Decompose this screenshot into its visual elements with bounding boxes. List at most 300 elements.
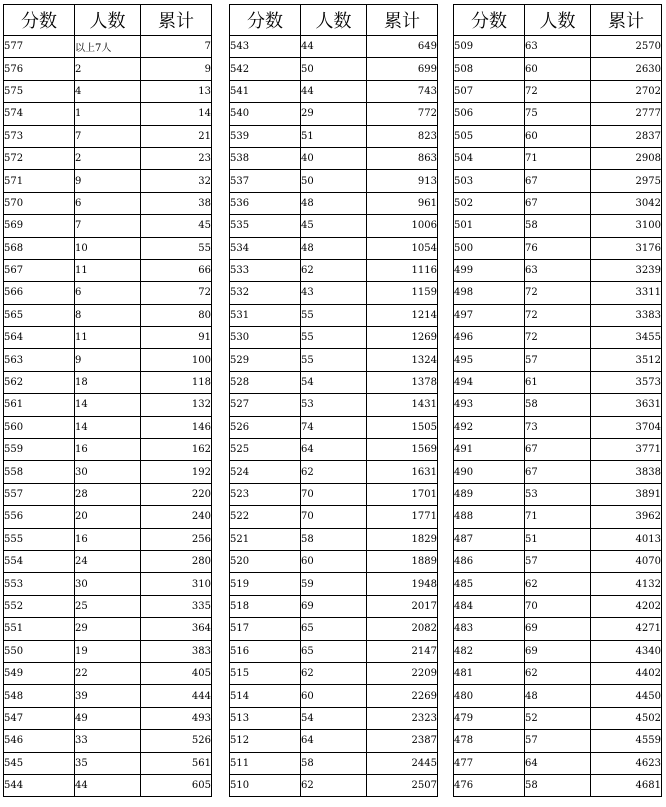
score-cell: 508 xyxy=(454,58,525,80)
table-row xyxy=(4,349,212,371)
cumulative-cell: 4623 xyxy=(591,752,662,774)
count-cell: 62 xyxy=(525,662,591,684)
table-row xyxy=(4,506,212,528)
count-cell: 64 xyxy=(525,752,591,774)
header-count: 人数 xyxy=(75,5,141,36)
score-cell: 572 xyxy=(4,147,75,169)
score-cell: 568 xyxy=(4,237,75,259)
score-cell: 560 xyxy=(4,416,75,438)
cumulative-cell: 1701 xyxy=(367,483,438,505)
score-cell: 486 xyxy=(454,550,525,572)
cumulative-cell: 2908 xyxy=(591,147,662,169)
table-row xyxy=(454,528,662,550)
cumulative-cell: 3100 xyxy=(591,215,662,237)
cumulative-cell: 3891 xyxy=(591,483,662,505)
table-row xyxy=(230,416,438,438)
count-cell: 59 xyxy=(301,573,367,595)
score-cell: 495 xyxy=(454,349,525,371)
cumulative-cell: 4502 xyxy=(591,707,662,729)
table-row xyxy=(454,215,662,237)
count-cell: 70 xyxy=(301,483,367,505)
cumulative-cell: 3383 xyxy=(591,304,662,326)
table-row xyxy=(4,752,212,774)
table-row xyxy=(454,394,662,416)
table-row xyxy=(230,550,438,572)
table-row xyxy=(230,304,438,326)
score-cell: 533 xyxy=(230,259,301,281)
cumulative-cell: 335 xyxy=(141,595,212,617)
count-cell: 57 xyxy=(525,550,591,572)
score-cell: 476 xyxy=(454,774,525,796)
score-cell: 554 xyxy=(4,550,75,572)
score-cell: 482 xyxy=(454,640,525,662)
cumulative-cell: 743 xyxy=(367,80,438,102)
table-row xyxy=(454,707,662,729)
cumulative-cell: 72 xyxy=(141,282,212,304)
count-cell: 9 xyxy=(75,170,141,192)
cumulative-cell: 1006 xyxy=(367,215,438,237)
score-cell: 523 xyxy=(230,483,301,505)
count-cell: 20 xyxy=(75,506,141,528)
cumulative-cell: 100 xyxy=(141,349,212,371)
score-cell: 519 xyxy=(230,573,301,595)
count-cell: 以上7人 xyxy=(75,36,141,58)
cumulative-cell: 364 xyxy=(141,618,212,640)
cumulative-cell: 21 xyxy=(141,125,212,147)
count-cell: 61 xyxy=(525,371,591,393)
header-row xyxy=(454,5,662,36)
score-cell: 529 xyxy=(230,349,301,371)
table-row xyxy=(4,640,212,662)
header-row xyxy=(4,5,212,36)
count-cell: 71 xyxy=(525,147,591,169)
score-cell: 487 xyxy=(454,528,525,550)
score-cell: 477 xyxy=(454,752,525,774)
table-row xyxy=(230,103,438,125)
score-cell: 515 xyxy=(230,662,301,684)
cumulative-cell: 66 xyxy=(141,259,212,281)
score-cell: 531 xyxy=(230,304,301,326)
count-cell: 72 xyxy=(525,327,591,349)
table-row xyxy=(4,528,212,550)
cumulative-cell: 3631 xyxy=(591,394,662,416)
cumulative-cell: 4013 xyxy=(591,528,662,550)
score-cell: 490 xyxy=(454,461,525,483)
score-cell: 570 xyxy=(4,192,75,214)
table-row xyxy=(230,461,438,483)
cumulative-cell: 2017 xyxy=(367,595,438,617)
count-cell: 44 xyxy=(75,774,141,796)
count-cell: 54 xyxy=(301,371,367,393)
table-row xyxy=(230,192,438,214)
cumulative-cell: 863 xyxy=(367,147,438,169)
table-row xyxy=(454,237,662,259)
count-cell: 72 xyxy=(525,282,591,304)
cumulative-cell: 405 xyxy=(141,662,212,684)
cumulative-cell: 2702 xyxy=(591,80,662,102)
score-cell: 520 xyxy=(230,550,301,572)
table-row xyxy=(230,640,438,662)
cumulative-cell: 1324 xyxy=(367,349,438,371)
count-cell: 58 xyxy=(301,528,367,550)
count-cell: 63 xyxy=(525,259,591,281)
score-cell: 566 xyxy=(4,282,75,304)
score-table-3 xyxy=(453,4,662,797)
cumulative-cell: 162 xyxy=(141,439,212,461)
table-row xyxy=(454,416,662,438)
count-cell: 43 xyxy=(301,282,367,304)
table-row xyxy=(454,58,662,80)
score-cell: 488 xyxy=(454,506,525,528)
table-row xyxy=(4,80,212,102)
score-cell: 564 xyxy=(4,327,75,349)
cumulative-cell: 2630 xyxy=(591,58,662,80)
cumulative-cell: 1948 xyxy=(367,573,438,595)
table-row xyxy=(230,327,438,349)
table-row xyxy=(4,192,212,214)
table-row xyxy=(4,371,212,393)
score-cell: 505 xyxy=(454,125,525,147)
cumulative-cell: 1505 xyxy=(367,416,438,438)
table-row xyxy=(4,707,212,729)
cumulative-cell: 4340 xyxy=(591,640,662,662)
score-cell: 571 xyxy=(4,170,75,192)
score-cell: 500 xyxy=(454,237,525,259)
table-row xyxy=(4,662,212,684)
cumulative-cell: 45 xyxy=(141,215,212,237)
count-cell: 14 xyxy=(75,394,141,416)
score-cell: 547 xyxy=(4,707,75,729)
score-cell: 506 xyxy=(454,103,525,125)
table-row xyxy=(230,259,438,281)
cumulative-cell: 256 xyxy=(141,528,212,550)
table-row xyxy=(4,282,212,304)
score-cell: 511 xyxy=(230,752,301,774)
score-cell: 528 xyxy=(230,371,301,393)
score-cell: 558 xyxy=(4,461,75,483)
cumulative-cell: 55 xyxy=(141,237,212,259)
count-cell: 57 xyxy=(525,349,591,371)
table-row xyxy=(230,662,438,684)
score-cell: 489 xyxy=(454,483,525,505)
table-row xyxy=(454,192,662,214)
table-body xyxy=(454,36,662,797)
count-cell: 62 xyxy=(301,774,367,796)
table-row xyxy=(454,640,662,662)
table-row xyxy=(4,394,212,416)
cumulative-cell: 3704 xyxy=(591,416,662,438)
count-cell: 55 xyxy=(301,349,367,371)
score-cell: 530 xyxy=(230,327,301,349)
cumulative-cell: 3311 xyxy=(591,282,662,304)
cumulative-cell: 526 xyxy=(141,730,212,752)
score-cell: 522 xyxy=(230,506,301,528)
score-cell: 537 xyxy=(230,170,301,192)
table-row xyxy=(230,573,438,595)
count-cell: 10 xyxy=(75,237,141,259)
score-cell: 556 xyxy=(4,506,75,528)
score-cell: 512 xyxy=(230,730,301,752)
header-score: 分数 xyxy=(230,5,301,36)
cumulative-cell: 14 xyxy=(141,103,212,125)
count-cell: 49 xyxy=(75,707,141,729)
cumulative-cell: 118 xyxy=(141,371,212,393)
score-cell: 498 xyxy=(454,282,525,304)
cumulative-cell: 4559 xyxy=(591,730,662,752)
table-row xyxy=(4,550,212,572)
score-cell: 496 xyxy=(454,327,525,349)
cumulative-cell: 1214 xyxy=(367,304,438,326)
cumulative-cell: 605 xyxy=(141,774,212,796)
table-row xyxy=(230,730,438,752)
count-cell: 73 xyxy=(525,416,591,438)
cumulative-cell: 38 xyxy=(141,192,212,214)
score-cell: 509 xyxy=(454,36,525,58)
cumulative-cell: 1378 xyxy=(367,371,438,393)
count-cell: 58 xyxy=(525,394,591,416)
table-row xyxy=(4,237,212,259)
score-cell: 517 xyxy=(230,618,301,640)
table-row xyxy=(230,80,438,102)
count-cell: 7 xyxy=(75,215,141,237)
cumulative-cell: 1889 xyxy=(367,550,438,572)
header-count: 人数 xyxy=(525,5,591,36)
cumulative-cell: 4202 xyxy=(591,595,662,617)
score-cell: 503 xyxy=(454,170,525,192)
table-row xyxy=(4,170,212,192)
count-cell: 52 xyxy=(525,707,591,729)
count-cell: 72 xyxy=(525,304,591,326)
cumulative-cell: 1569 xyxy=(367,439,438,461)
count-cell: 6 xyxy=(75,282,141,304)
count-cell: 69 xyxy=(301,595,367,617)
cumulative-cell: 493 xyxy=(141,707,212,729)
count-cell: 11 xyxy=(75,327,141,349)
score-cell: 502 xyxy=(454,192,525,214)
score-cell: 574 xyxy=(4,103,75,125)
table-row xyxy=(454,618,662,640)
count-cell: 67 xyxy=(525,192,591,214)
count-cell: 58 xyxy=(525,774,591,796)
score-cell: 544 xyxy=(4,774,75,796)
count-cell: 33 xyxy=(75,730,141,752)
count-cell: 67 xyxy=(525,461,591,483)
score-cell: 561 xyxy=(4,394,75,416)
table-row xyxy=(230,147,438,169)
count-cell: 11 xyxy=(75,259,141,281)
header-cumulative: 累计 xyxy=(591,5,662,36)
table-row xyxy=(454,550,662,572)
table-row xyxy=(454,349,662,371)
score-cell: 497 xyxy=(454,304,525,326)
table-row xyxy=(230,595,438,617)
table-row xyxy=(230,752,438,774)
score-cell: 567 xyxy=(4,259,75,281)
count-cell: 54 xyxy=(301,707,367,729)
count-cell: 48 xyxy=(525,685,591,707)
score-cell: 553 xyxy=(4,573,75,595)
cumulative-cell: 772 xyxy=(367,103,438,125)
table-row xyxy=(454,483,662,505)
table-row xyxy=(454,125,662,147)
cumulative-cell: 32 xyxy=(141,170,212,192)
cumulative-cell: 2323 xyxy=(367,707,438,729)
score-cell: 549 xyxy=(4,662,75,684)
score-cell: 478 xyxy=(454,730,525,752)
score-cell: 494 xyxy=(454,371,525,393)
table-row xyxy=(454,461,662,483)
count-cell: 9 xyxy=(75,349,141,371)
cumulative-cell: 823 xyxy=(367,125,438,147)
count-cell: 62 xyxy=(301,461,367,483)
table-row xyxy=(230,170,438,192)
count-cell: 53 xyxy=(525,483,591,505)
score-cell: 536 xyxy=(230,192,301,214)
cumulative-cell: 9 xyxy=(141,58,212,80)
score-cell: 541 xyxy=(230,80,301,102)
table-row xyxy=(230,371,438,393)
table-row xyxy=(230,349,438,371)
table-row xyxy=(230,685,438,707)
table-row xyxy=(454,259,662,281)
score-cell: 534 xyxy=(230,237,301,259)
table-row xyxy=(4,58,212,80)
score-cell: 493 xyxy=(454,394,525,416)
count-cell: 35 xyxy=(75,752,141,774)
table-row xyxy=(230,58,438,80)
table-row xyxy=(454,304,662,326)
cumulative-cell: 4681 xyxy=(591,774,662,796)
score-cell: 524 xyxy=(230,461,301,483)
cumulative-cell: 220 xyxy=(141,483,212,505)
cumulative-cell: 961 xyxy=(367,192,438,214)
score-cell: 485 xyxy=(454,573,525,595)
cumulative-cell: 2082 xyxy=(367,618,438,640)
table-row xyxy=(4,36,212,58)
score-cell: 562 xyxy=(4,371,75,393)
table-row xyxy=(4,304,212,326)
count-cell: 24 xyxy=(75,550,141,572)
score-cell: 551 xyxy=(4,618,75,640)
header-cumulative: 累计 xyxy=(141,5,212,36)
count-cell: 53 xyxy=(301,394,367,416)
count-cell: 65 xyxy=(301,640,367,662)
cumulative-cell: 4402 xyxy=(591,662,662,684)
cumulative-cell: 192 xyxy=(141,461,212,483)
count-cell: 58 xyxy=(301,752,367,774)
count-cell: 16 xyxy=(75,528,141,550)
table-row xyxy=(4,618,212,640)
cumulative-cell: 383 xyxy=(141,640,212,662)
table-row xyxy=(230,439,438,461)
score-cell: 542 xyxy=(230,58,301,80)
cumulative-cell: 280 xyxy=(141,550,212,572)
count-cell: 44 xyxy=(301,80,367,102)
count-cell: 48 xyxy=(301,237,367,259)
score-cell: 545 xyxy=(4,752,75,774)
cumulative-cell: 2837 xyxy=(591,125,662,147)
count-cell: 29 xyxy=(75,618,141,640)
score-cell: 501 xyxy=(454,215,525,237)
cumulative-cell: 3042 xyxy=(591,192,662,214)
table-row xyxy=(230,215,438,237)
count-cell: 22 xyxy=(75,662,141,684)
count-cell: 6 xyxy=(75,192,141,214)
table-row xyxy=(454,147,662,169)
table-row xyxy=(454,282,662,304)
cumulative-cell: 561 xyxy=(141,752,212,774)
table-row xyxy=(4,259,212,281)
table-row xyxy=(230,125,438,147)
count-cell: 65 xyxy=(301,618,367,640)
cumulative-cell: 80 xyxy=(141,304,212,326)
table-row xyxy=(454,103,662,125)
cumulative-cell: 1054 xyxy=(367,237,438,259)
table-row xyxy=(4,595,212,617)
score-cell: 539 xyxy=(230,125,301,147)
cumulative-cell: 3239 xyxy=(591,259,662,281)
table-row xyxy=(4,461,212,483)
cumulative-cell: 2975 xyxy=(591,170,662,192)
table-row xyxy=(454,730,662,752)
table-row xyxy=(454,327,662,349)
score-cell: 569 xyxy=(4,215,75,237)
cumulative-cell: 4070 xyxy=(591,550,662,572)
score-cell: 510 xyxy=(230,774,301,796)
score-cell: 483 xyxy=(454,618,525,640)
score-cell: 532 xyxy=(230,282,301,304)
count-cell: 67 xyxy=(525,439,591,461)
score-cell: 484 xyxy=(454,595,525,617)
count-cell: 64 xyxy=(301,730,367,752)
cumulative-cell: 2387 xyxy=(367,730,438,752)
table-row xyxy=(4,774,212,796)
cumulative-cell: 23 xyxy=(141,147,212,169)
score-cell: 527 xyxy=(230,394,301,416)
count-cell: 4 xyxy=(75,80,141,102)
count-cell: 74 xyxy=(301,416,367,438)
count-cell: 25 xyxy=(75,595,141,617)
count-cell: 60 xyxy=(301,685,367,707)
cumulative-cell: 2507 xyxy=(367,774,438,796)
count-cell: 71 xyxy=(525,506,591,528)
cumulative-cell: 310 xyxy=(141,573,212,595)
score-cell: 499 xyxy=(454,259,525,281)
score-cell: 481 xyxy=(454,662,525,684)
count-cell: 60 xyxy=(525,58,591,80)
cumulative-cell: 1269 xyxy=(367,327,438,349)
table-row xyxy=(230,394,438,416)
table-row xyxy=(454,36,662,58)
score-cell: 563 xyxy=(4,349,75,371)
count-cell: 40 xyxy=(301,147,367,169)
table-row xyxy=(230,282,438,304)
count-cell: 60 xyxy=(301,550,367,572)
cumulative-cell: 4450 xyxy=(591,685,662,707)
table-row xyxy=(4,573,212,595)
count-cell: 39 xyxy=(75,685,141,707)
cumulative-cell: 3176 xyxy=(591,237,662,259)
cumulative-cell: 91 xyxy=(141,327,212,349)
cumulative-cell: 3455 xyxy=(591,327,662,349)
count-cell: 51 xyxy=(301,125,367,147)
score-cell: 479 xyxy=(454,707,525,729)
score-cell: 535 xyxy=(230,215,301,237)
count-cell: 50 xyxy=(301,58,367,80)
table-row xyxy=(230,483,438,505)
cumulative-cell: 3573 xyxy=(591,371,662,393)
table-row xyxy=(454,774,662,796)
